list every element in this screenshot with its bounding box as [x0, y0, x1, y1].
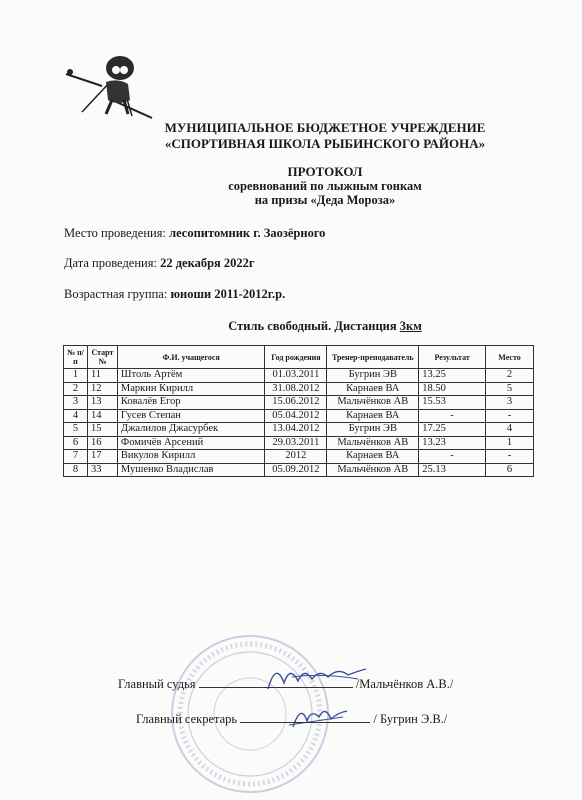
- cell-num: 7: [64, 450, 88, 464]
- cell-start: 12: [87, 382, 117, 396]
- cell-coach: Мальчёнков АВ: [327, 436, 419, 450]
- table-row: [64, 396, 534, 410]
- cell-name: Мушенко Владислав: [117, 463, 265, 477]
- cell-result: -: [419, 450, 486, 464]
- cell-place: 4: [486, 423, 534, 437]
- cell-result: 13.23: [419, 436, 486, 450]
- cell-result: 17.25: [419, 423, 486, 437]
- cell-result: 13.25: [419, 369, 486, 383]
- cell-result: 25.13: [419, 463, 486, 477]
- secretary-label: Главный секретарь: [136, 712, 238, 726]
- cell-num: 6: [64, 436, 88, 450]
- judge-name: /Мальчёнков А.В./: [355, 677, 454, 691]
- cell-year: 2012: [265, 450, 327, 464]
- cell-year: 31.08.2012: [265, 382, 327, 396]
- cell-name: Гусев Степан: [117, 409, 265, 423]
- cell-name: Джалилов Джасурбек: [117, 423, 265, 437]
- venue-label: Место проведения:: [64, 226, 170, 240]
- cell-year: 05.04.2012: [265, 409, 327, 423]
- cell-start: 13: [87, 396, 117, 410]
- cell-year: 01.03.2011: [265, 369, 327, 383]
- cell-coach: Мальчёнков АВ: [327, 463, 419, 477]
- cell-start: 33: [87, 463, 117, 477]
- age-group-line: [64, 287, 285, 302]
- cell-num: 1: [64, 369, 88, 383]
- venue-value: лесопитомник г. Заозёрного: [169, 226, 326, 240]
- cell-start: 17: [87, 450, 117, 464]
- style-distance-line: [130, 319, 520, 334]
- distance-value: 3км: [399, 319, 422, 333]
- header-year: Год рождения: [265, 346, 327, 369]
- date-value: 22 декабря 2022г: [160, 256, 255, 270]
- header-num: № п/п: [64, 346, 88, 369]
- table-row: [64, 423, 534, 437]
- table-row: [64, 369, 534, 383]
- style-prefix: Стиль свободный. Дистанция: [228, 319, 400, 333]
- table-row: [64, 450, 534, 464]
- cell-name: Штоль Артём: [117, 369, 265, 383]
- cell-place: 3: [486, 396, 534, 410]
- cell-start: 14: [87, 409, 117, 423]
- table-row: [64, 409, 534, 423]
- table-row: [64, 463, 534, 477]
- cell-num: 4: [64, 409, 88, 423]
- cell-start: 15: [87, 423, 117, 437]
- judge-label: Главный судья: [118, 677, 196, 691]
- cell-coach: Бугрин ЭВ: [327, 369, 419, 383]
- venue-line: [64, 226, 325, 241]
- table-row: [64, 382, 534, 396]
- protocol-title: ПРОТОКОЛ: [287, 164, 363, 179]
- header-place: Место: [486, 346, 534, 369]
- cell-name: Викулов Кирилл: [117, 450, 265, 464]
- cell-year: 15.06.2012: [265, 396, 327, 410]
- protocol-event: на призы «Деда Мороза»: [254, 193, 396, 207]
- cell-place: 1: [486, 436, 534, 450]
- age-group-label: Возрастная группа:: [64, 287, 171, 301]
- table-header-row: [64, 346, 534, 369]
- judge-signature-blank: [199, 676, 353, 688]
- cell-result: 18.50: [419, 382, 486, 396]
- header-result: Результат: [419, 346, 486, 369]
- cell-num: 2: [64, 382, 88, 396]
- judge-signature-line: [118, 676, 453, 692]
- cell-num: 8: [64, 463, 88, 477]
- secretary-signature-blank: [240, 711, 370, 723]
- cell-result: 15.53: [419, 396, 486, 410]
- cell-name: Маркин Кирилл: [117, 382, 265, 396]
- cell-place: 6: [486, 463, 534, 477]
- cell-coach: Мальчёнков АВ: [327, 396, 419, 410]
- cell-num: 3: [64, 396, 88, 410]
- cell-coach: Карнаев ВА: [327, 450, 419, 464]
- cell-place: 2: [486, 369, 534, 383]
- cell-place: 5: [486, 382, 534, 396]
- org-line-2: «СПОРТИВНАЯ ШКОЛА РЫБИНСКОГО РАЙОНА»: [164, 136, 486, 151]
- secretary-name: / Бугрин Э.В./: [373, 712, 448, 726]
- table-row: [64, 436, 534, 450]
- cell-place: -: [486, 450, 534, 464]
- age-group-value: юноши 2011-2012г.р.: [170, 287, 286, 301]
- cell-start: 11: [87, 369, 117, 383]
- cell-name: Ковалёв Егор: [117, 396, 265, 410]
- secretary-signature-line: [136, 711, 447, 727]
- cell-place: -: [486, 409, 534, 423]
- header-coach: Тренер-преподаватель: [327, 346, 419, 369]
- cell-name: Фомичёв Арсений: [117, 436, 265, 450]
- organization-name: [130, 120, 520, 152]
- date-line: [64, 256, 255, 271]
- cell-start: 16: [87, 436, 117, 450]
- protocol-subtitle: соревнований по лыжным гонкам: [228, 179, 422, 193]
- skier-logo-icon: [62, 52, 154, 122]
- cell-year: 29.03.2011: [265, 436, 327, 450]
- cell-result: -: [419, 409, 486, 423]
- cell-coach: Бугрин ЭВ: [327, 423, 419, 437]
- cell-num: 5: [64, 423, 88, 437]
- cell-year: 05.09.2012: [265, 463, 327, 477]
- header-start: Старт №: [87, 346, 117, 369]
- protocol-title-block: [130, 165, 520, 207]
- cell-year: 13.04.2012: [265, 423, 327, 437]
- date-label: Дата проведения:: [64, 256, 161, 270]
- cell-coach: Карнаев ВА: [327, 409, 419, 423]
- results-table: [63, 345, 534, 477]
- cell-coach: Карнаев ВА: [327, 382, 419, 396]
- org-line-1: МУНИЦИПАЛЬНОЕ БЮДЖЕТНОЕ УЧРЕЖДЕНИЕ: [164, 120, 486, 135]
- header-name: Ф.И. учащегося: [117, 346, 265, 369]
